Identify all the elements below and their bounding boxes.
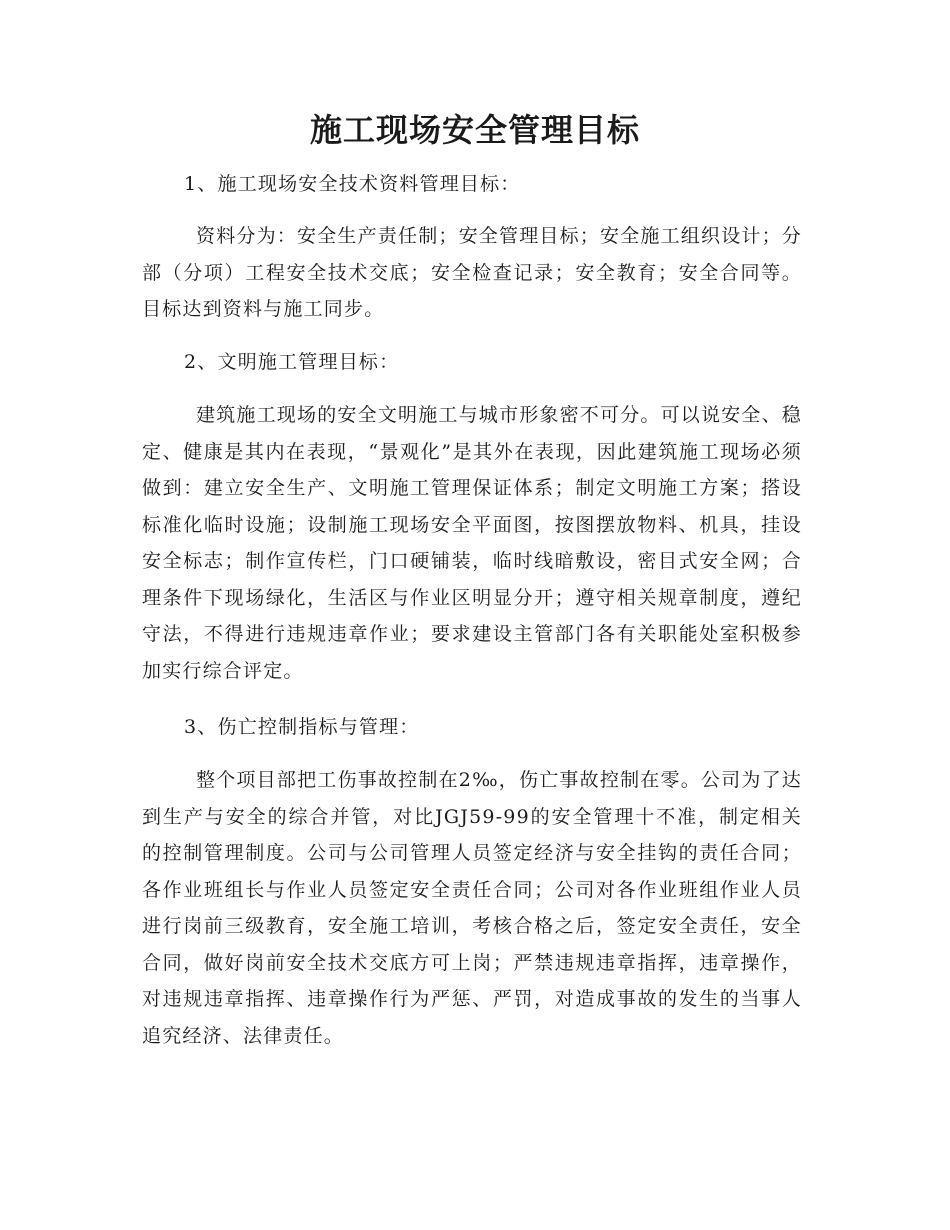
section-3-body: 整个项目部把工伤事故控制在2‰，伤亡事故控制在零。公司为了达到生产与安全的综合并管，对比JGJ59-99的安全管理十不准，制定相关的控制管理制度。公司与公司管理人员签定经济与安全挂钩的责任合同；各作业班组长与作业人员签定安全责任合同；公司对各作业班组作业人员进行岗前三级教育，安全施工培训，考核合格之后，签定安全责任，安全合同，做好岗前安全技术交底方可上岗；严禁违规违章指挥，违章操作，对违规违章指挥、违章操作行为严惩、严罚，对造成事故的发生的当事人追究经济、法律责任。 bbox=[142, 769, 802, 1047]
section-1-heading: 1、施工现场安全技术资料管理目标： bbox=[184, 173, 521, 195]
document-title: 施工现场安全管理目标 bbox=[309, 111, 640, 149]
section-2-heading: 2、文明施工管理目标： bbox=[184, 351, 400, 373]
section-1-body: 资料分为：安全生产责任制；安全管理目标；安全施工组织设计；分部（分项）工程安全技术交底；安全检查记录；安全教育；安全合同等。目标达到资料与施工同步。 bbox=[142, 225, 803, 320]
section-2-body: 建筑施工现场的安全文明施工与城市形象密不可分。可以说安全、稳定、健康是其内在表现，“景观化”是其外在表现，因此建筑施工现场必须做到：建立安全生产、文明施工管理保证体系；制定文明施工方案；搭设标准化临时设施；设制施工现场安全平面图，按图摆放物料、机具，挂设安全标志；制作宣传栏，门口硬铺装，临时线暗敷设，密目式安全网；合理条件下现场绿化，生活区与作业区明显分开；遵守相关规章制度，遵纪守法，不得进行违规违章作业；要求建设主管部门各有关职能处室积极参加实行综合评定。 bbox=[142, 404, 803, 682]
section-3-heading: 3、伤亡控制指标与管理： bbox=[184, 716, 420, 738]
